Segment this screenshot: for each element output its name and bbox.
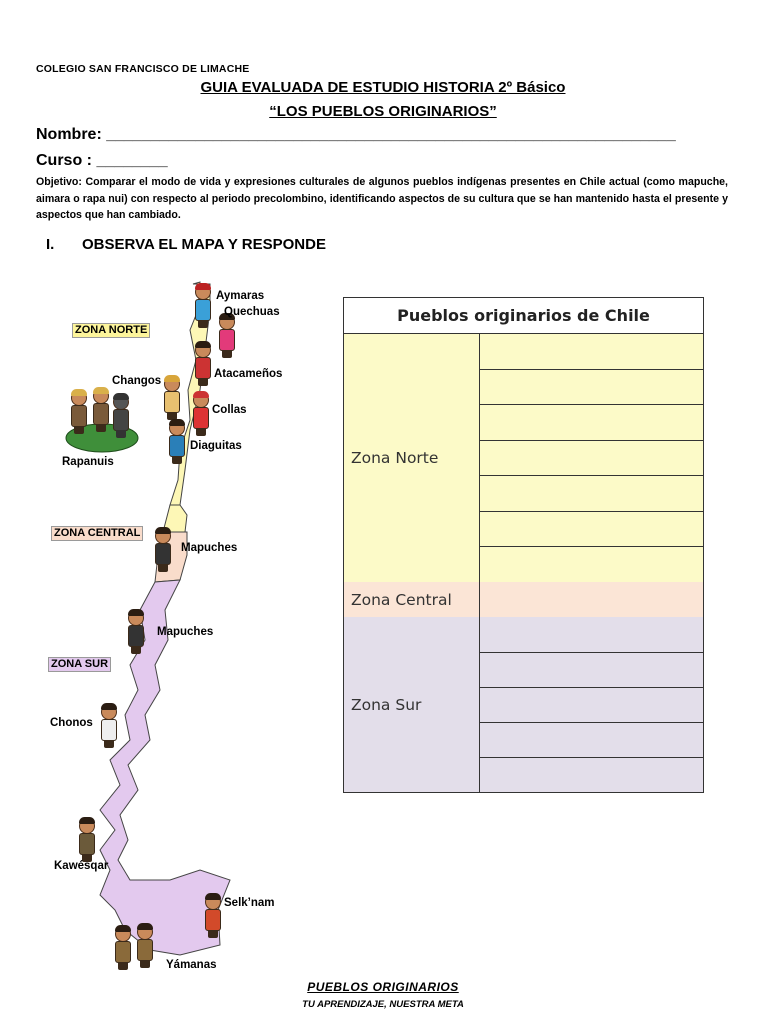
diaguita-figure (166, 420, 188, 464)
zone-cell-sur: Zona Sur (344, 617, 480, 792)
mapuche-figure-2 (125, 610, 147, 654)
label-kawesqar: Kawésqar (54, 860, 109, 872)
answer-cells-norte[interactable] (480, 334, 703, 582)
label-rapanuis: Rapanuis (62, 456, 114, 468)
section-heading (46, 236, 326, 253)
label-changos: Changos (112, 375, 162, 387)
zone-tag-north: ZONA NORTE (72, 323, 150, 338)
mapuche-figure-1 (152, 528, 174, 572)
moai-figure (110, 394, 132, 438)
footer-title: PUEBLOS ORIGINARIOS (307, 980, 459, 994)
curso-field: Curso : ________ (36, 152, 168, 169)
answer-cells-sur[interactable] (480, 617, 703, 792)
worksheet-subtitle: “LOS PUEBLOS ORIGINARIOS” (269, 103, 497, 120)
answer-cells-central[interactable] (480, 582, 703, 617)
label-atacamenos: Atacameños (214, 368, 283, 380)
label-quechuas: Quechuas (224, 306, 280, 318)
nombre-field: Nombre: ________________________________________________________________ (36, 126, 676, 143)
school-name: COLEGIO SAN FRANCISCO DE LIMACHE (36, 63, 250, 75)
section-number: I. (46, 236, 55, 253)
objective-text: Objetivo: Comparar el modo de vida y expresiones culturales de algunos pueblos indígenas presentes en Chile actual (como mapuche, aimara o rapa nui) con respecto al periodo precolombino, identificando aspectos de su cultura que se han mantenido hasta el presente y aspectos que han cambiado. (36, 176, 728, 221)
label-diaguitas: Diaguitas (190, 440, 242, 452)
chile-map (30, 270, 330, 980)
yamana-figure-1 (112, 926, 134, 970)
quechua-figure (216, 314, 238, 358)
colla-figure (190, 392, 212, 436)
label-aymaras: Aymaras (216, 290, 265, 302)
zone-tag-south: ZONA SUR (48, 657, 111, 672)
table-title: Pueblos originarios de Chile (344, 298, 703, 334)
zone-tag-central: ZONA CENTRAL (51, 526, 143, 541)
rapanui-figure-2 (90, 388, 112, 432)
footer-motto: TU APRENDIZAJE, NUESTRA META (302, 999, 464, 1010)
chono-figure (98, 704, 120, 748)
atacameno-figure (192, 342, 214, 386)
worksheet-title: GUIA EVALUADA DE ESTUDIO HISTORIA 2º Básico (200, 79, 566, 96)
rapanui-figure-1 (68, 390, 90, 434)
label-yamanas: Yámanas (166, 959, 217, 971)
label-mapuches-south: Mapuches (157, 626, 214, 638)
peoples-table (343, 297, 704, 793)
kawesqar-figure (76, 818, 98, 862)
selknam-figure (202, 894, 224, 938)
label-selknam: Selk’nam (224, 897, 275, 909)
aymara-figure (192, 284, 214, 328)
label-mapuches-central: Mapuches (181, 542, 238, 554)
label-collas: Collas (212, 404, 247, 416)
label-chonos: Chonos (50, 717, 93, 729)
yamana-figure-2 (134, 924, 156, 968)
zone-cell-central: Zona Central (344, 582, 480, 617)
chango-figure (161, 376, 183, 420)
section-title: OBSERVA EL MAPA Y RESPONDE (82, 236, 326, 253)
zone-cell-norte: Zona Norte (344, 334, 480, 582)
